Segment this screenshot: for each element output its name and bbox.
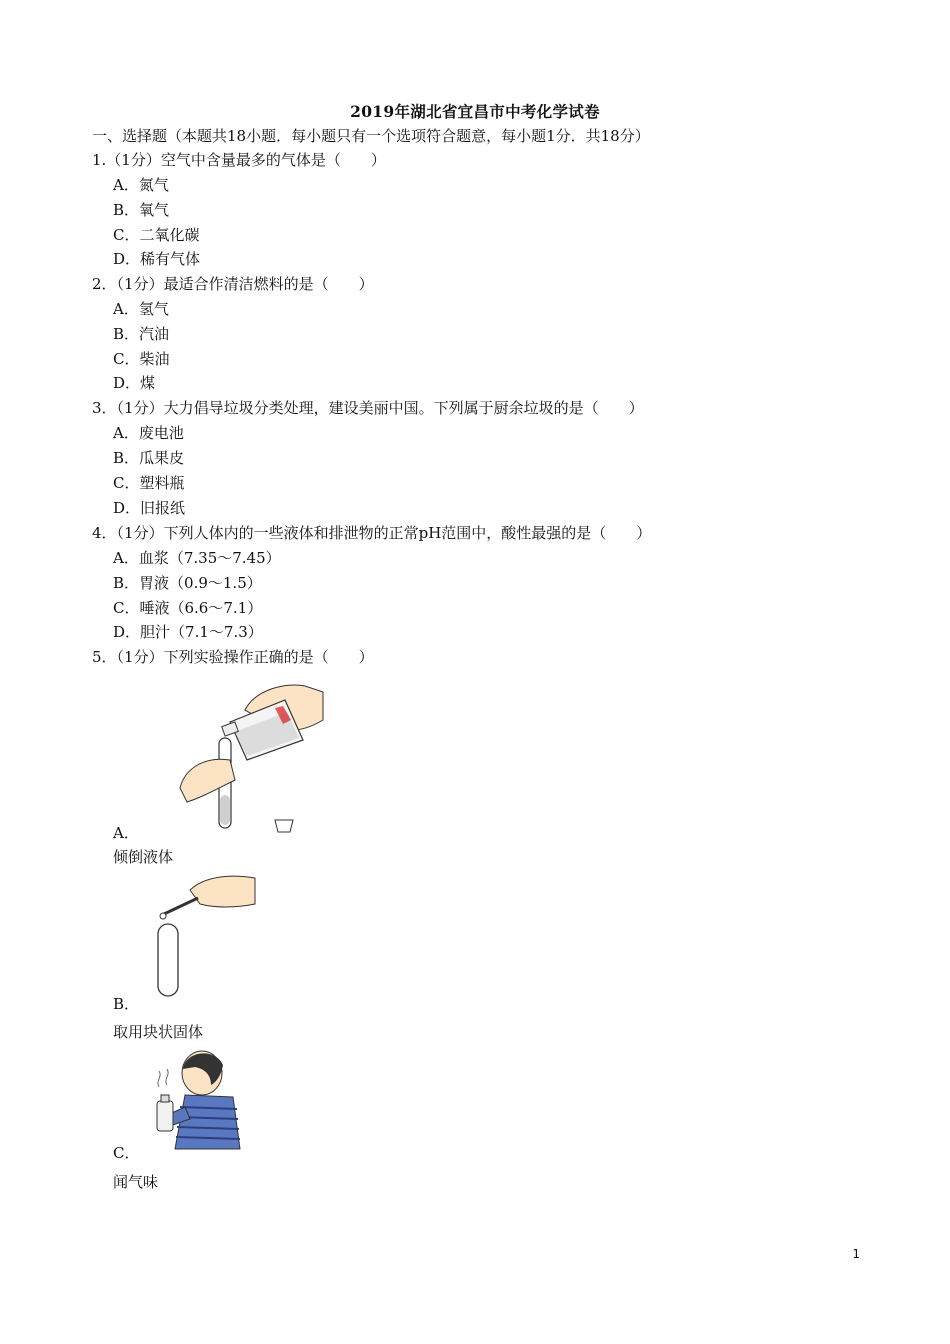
section-heading: 一、选择题（本题共18小题．每小题只有一个选项符合题意，每小题1分．共18分） <box>92 127 650 145</box>
question-stem: 5．（1分）下列实验操作正确的是（ ） <box>92 648 374 666</box>
option-a: A．废电池 <box>113 424 184 442</box>
option-b: B．瓜果皮 <box>113 449 185 467</box>
option-b: B．汽油 <box>113 325 170 343</box>
option-c: C．二氧化碳 <box>113 226 200 244</box>
option-a-letter: A． <box>113 824 139 842</box>
option-d: D．稀有气体 <box>113 250 201 268</box>
dropper-tube-illustration <box>150 872 260 1000</box>
option-a: A．氮气 <box>113 176 169 194</box>
option-b-caption: 取用块状固体 <box>113 1023 204 1041</box>
option-d: D．胆汁（7.1～7.3） <box>113 623 263 641</box>
question-stem: 4．（1分）下列人体内的一些液体和排泄物的正常pH范围中，酸性最强的是（ ） <box>92 524 652 542</box>
option-c: C．柴油 <box>113 350 170 368</box>
option-d: D．煤 <box>113 374 156 392</box>
option-c: C．唾液（6.6～7.1） <box>113 599 263 617</box>
question-stem: 2．（1分）最适合作清洁燃料的是（ ） <box>92 275 374 293</box>
option-c-caption: 闻气味 <box>113 1173 159 1191</box>
option-a: A．血浆（7.35～7.45） <box>113 549 281 567</box>
pouring-liquid-illustration <box>175 680 325 835</box>
question-stem: 3．（1分）大力倡导垃圾分类处理，建设美丽中国。下列属于厨余垃圾的是（ ） <box>92 399 644 417</box>
page-number: 1 <box>852 1247 860 1261</box>
smelling-gas-illustration <box>145 1045 245 1150</box>
option-c-letter: C． <box>113 1144 140 1162</box>
option-b: B．胃液（0.9～1.5） <box>113 574 262 592</box>
question-stem: 1.（1分）空气中含量最多的气体是（ ） <box>92 151 386 169</box>
option-a-caption: 倾倒液体 <box>113 848 174 866</box>
option-a: A．氢气 <box>113 300 169 318</box>
page-title: 2019年湖北省宜昌市中考化学试卷 <box>350 102 600 121</box>
option-c: C．塑料瓶 <box>113 474 185 492</box>
option-b: B．氧气 <box>113 201 170 219</box>
option-d: D．旧报纸 <box>113 499 186 517</box>
option-b-letter: B． <box>113 995 140 1013</box>
